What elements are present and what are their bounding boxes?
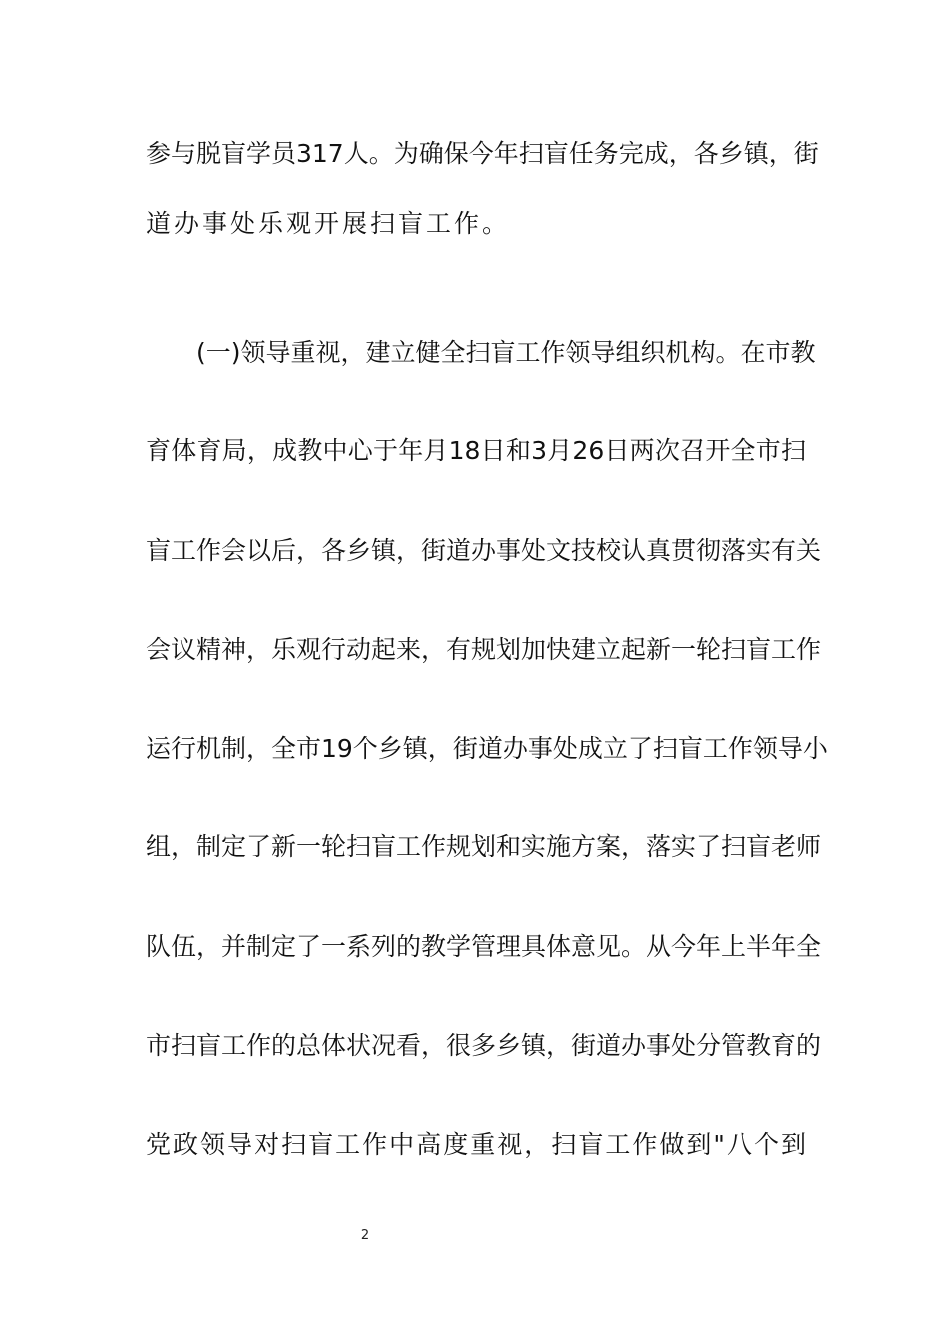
text-line: (一)领导重视，建立健全扫盲工作领导组织机构。在市教 bbox=[196, 338, 816, 367]
text-line: 市扫盲工作的总体状况看，很多乡镇，街道办事处分管教育的 bbox=[146, 1031, 822, 1060]
text-line: 党政领导对扫盲工作中高度重视，扫盲工作做到"八个到 bbox=[146, 1130, 806, 1159]
page-number: 2 bbox=[360, 1228, 370, 1243]
text-line: 会议精神，乐观行动起来，有规划加快建立起新一轮扫盲工作 bbox=[146, 635, 822, 664]
text-line: 盲工作会以后，各乡镇，街道办事处文技校认真贯彻落实有关 bbox=[146, 536, 822, 565]
text-line: 队伍，并制定了一系列的教学管理具体意见。从今年上半年全 bbox=[146, 932, 822, 961]
text-line: 组，制定了新一轮扫盲工作规划和实施方案，落实了扫盲老师 bbox=[146, 832, 822, 861]
text-line: 运行机制，全市19个乡镇，街道办事处成立了扫盲工作领导小 bbox=[146, 734, 828, 763]
text-line: 育体育局，成教中心于年月18日和3月26日两次召开全市扫 bbox=[146, 436, 806, 465]
text-line: 参与脱盲学员317人。为确保今年扫盲任务完成，各乡镇，街 bbox=[146, 139, 819, 168]
text-line: 道办事处乐观开展扫盲工作。 bbox=[146, 209, 511, 238]
